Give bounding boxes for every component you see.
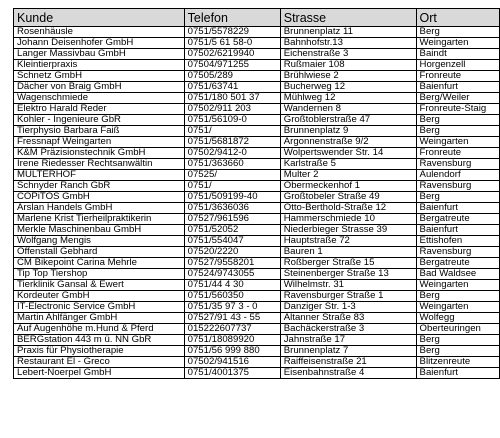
column-header-ort: Ort bbox=[416, 9, 499, 27]
strasse-cell: Großtobeler Straße 49 bbox=[280, 192, 416, 203]
kunde-cell: Johann Deisenhofer GmbH bbox=[14, 38, 185, 49]
table-row bbox=[14, 225, 500, 236]
kunde-cell: Tierphysio Barbara Faiß bbox=[14, 126, 185, 137]
ort-cell: Ravensburg bbox=[416, 181, 499, 192]
telefon-cell: 015222607737 bbox=[184, 324, 280, 335]
ort-cell: Berg bbox=[416, 192, 499, 203]
kunde-cell: Martin Ahlfänger GmbH bbox=[14, 313, 185, 324]
ort-cell: Berg bbox=[416, 346, 499, 357]
strasse-cell: Wolpertswender Str. 14 bbox=[280, 148, 416, 159]
ort-cell: Horgenzell bbox=[416, 60, 499, 71]
kunde-cell: Rosenhäusle bbox=[14, 27, 185, 38]
kunde-cell: Lebert-Noerpel GmbH bbox=[14, 368, 185, 379]
kunde-cell: K&M Präzisionstechnik GmbH bbox=[14, 148, 185, 159]
ort-cell: Berg bbox=[416, 335, 499, 346]
telefon-cell: 07520/2220 bbox=[184, 247, 280, 258]
table-row bbox=[14, 148, 500, 159]
strasse-cell: Brunnenplatz 11 bbox=[280, 27, 416, 38]
table-row bbox=[14, 280, 500, 291]
ort-cell: Weingarten bbox=[416, 302, 499, 313]
ort-cell: Baienfurt bbox=[416, 203, 499, 214]
ort-cell: Blitzenreute bbox=[416, 357, 499, 368]
strasse-cell: Altanner Straße 83 bbox=[280, 313, 416, 324]
strasse-cell: Mühlweg 12 bbox=[280, 93, 416, 104]
ort-cell: Baienfurt bbox=[416, 225, 499, 236]
kunde-cell: IT-Electronic Service GmbH bbox=[14, 302, 185, 313]
kunde-cell: Tierklinik Gansal & Ewert bbox=[14, 280, 185, 291]
kunde-cell: Kleintierpraxis bbox=[14, 60, 185, 71]
kunde-cell: Fressnapf Weingarten bbox=[14, 137, 185, 148]
ort-cell: Bergatreute bbox=[416, 214, 499, 225]
ort-cell: Ravensburg bbox=[416, 159, 499, 170]
telefon-cell: 07505/289 bbox=[184, 71, 280, 82]
ort-cell: Fronreute-Staig bbox=[416, 104, 499, 115]
ort-cell: Bergatreute bbox=[416, 258, 499, 269]
kunde-cell: CM Bikepoint Carina Mehrle bbox=[14, 258, 185, 269]
telefon-cell: 07502/6219940 bbox=[184, 49, 280, 60]
table-row bbox=[14, 181, 500, 192]
ort-cell: Berg/Weiler bbox=[416, 93, 499, 104]
kunde-cell: Arslan Handels GmbH bbox=[14, 203, 185, 214]
ort-cell: Aulendorf bbox=[416, 170, 499, 181]
column-header-telefon: Telefon bbox=[184, 9, 280, 27]
table-row bbox=[14, 335, 500, 346]
strasse-cell: Otto-Berthold-Straße 12 bbox=[280, 203, 416, 214]
telefon-cell: 0751/ bbox=[184, 181, 280, 192]
table-row bbox=[14, 368, 500, 379]
telefon-cell: 0751/5 61 58-0 bbox=[184, 38, 280, 49]
kunde-cell: Praxis für Physiotherapie bbox=[14, 346, 185, 357]
customer-table bbox=[13, 8, 500, 379]
table-body bbox=[14, 27, 500, 379]
telefon-cell: 0751/180 501 37 bbox=[184, 93, 280, 104]
telefon-cell: 07525/ bbox=[184, 170, 280, 181]
strasse-cell: Brühlwiese 2 bbox=[280, 71, 416, 82]
telefon-cell: 0751/5578229 bbox=[184, 27, 280, 38]
ort-cell: Berg bbox=[416, 291, 499, 302]
table-row bbox=[14, 27, 500, 38]
table-row bbox=[14, 93, 500, 104]
kunde-cell: Kohler - Ingenieure GbR bbox=[14, 115, 185, 126]
kunde-cell: Wagenschmiede bbox=[14, 93, 185, 104]
strasse-cell: Obermeckenhof 1 bbox=[280, 181, 416, 192]
strasse-cell: Rußmaier 108 bbox=[280, 60, 416, 71]
kunde-cell: Langer Massivbau GmbH bbox=[14, 49, 185, 60]
telefon-cell: 0751/5681872 bbox=[184, 137, 280, 148]
ort-cell: Ettishofen bbox=[416, 236, 499, 247]
strasse-cell: Hauptstraße 72 bbox=[280, 236, 416, 247]
strasse-cell: Bucherweg 12 bbox=[280, 82, 416, 93]
table-row bbox=[14, 137, 500, 148]
table-row bbox=[14, 49, 500, 60]
telefon-cell: 0751/509199-40 bbox=[184, 192, 280, 203]
telefon-cell: 07502/9412-0 bbox=[184, 148, 280, 159]
ort-cell: Baindt bbox=[416, 49, 499, 60]
telefon-cell: 07527/9558201 bbox=[184, 258, 280, 269]
telefon-cell: 0751/56109-0 bbox=[184, 115, 280, 126]
telefon-cell: 07502/941516 bbox=[184, 357, 280, 368]
table-row bbox=[14, 324, 500, 335]
telefon-cell: 07527/961596 bbox=[184, 214, 280, 225]
table-row bbox=[14, 82, 500, 93]
table-row bbox=[14, 313, 500, 324]
telefon-cell: 0751/56 999 880 bbox=[184, 346, 280, 357]
telefon-cell: 0751/18089920 bbox=[184, 335, 280, 346]
table-row bbox=[14, 126, 500, 137]
kunde-cell: Restaurant El - Greco bbox=[14, 357, 185, 368]
table-row bbox=[14, 247, 500, 258]
telefon-cell: 0751/35 97 3 - 0 bbox=[184, 302, 280, 313]
strasse-cell: Eisenbahnstraße 4 bbox=[280, 368, 416, 379]
ort-cell: Weingarten bbox=[416, 137, 499, 148]
ort-cell: Ravensburg bbox=[416, 247, 499, 258]
column-header-kunde: Kunde bbox=[14, 9, 185, 27]
strasse-cell: Argonnenstraße 9/2 bbox=[280, 137, 416, 148]
ort-cell: Weingarten bbox=[416, 38, 499, 49]
kunde-cell: Wolfgang Mengis bbox=[14, 236, 185, 247]
kunde-cell: Elektro Harald Reder bbox=[14, 104, 185, 115]
table-row bbox=[14, 104, 500, 115]
strasse-cell: Niederbieger Strasse 39 bbox=[280, 225, 416, 236]
header-row bbox=[14, 9, 500, 27]
ort-cell: Baienfurt bbox=[416, 82, 499, 93]
table-row bbox=[14, 357, 500, 368]
strasse-cell: Hammerschmiede 10 bbox=[280, 214, 416, 225]
strasse-cell: Danziger Str. 1-3 bbox=[280, 302, 416, 313]
ort-cell: Weingarten bbox=[416, 280, 499, 291]
table-row bbox=[14, 170, 500, 181]
kunde-cell: BERGstation 443 m ü. NN GbR bbox=[14, 335, 185, 346]
kunde-cell: Dächer von Braig GmbH bbox=[14, 82, 185, 93]
column-header-strasse: Strasse bbox=[280, 9, 416, 27]
telefon-cell: 0751/ bbox=[184, 126, 280, 137]
telefon-cell: 0751/363660 bbox=[184, 159, 280, 170]
ort-cell: Oberteuringen bbox=[416, 324, 499, 335]
table-row bbox=[14, 214, 500, 225]
kunde-cell: Irene Riedesser Rechtsanwältin bbox=[14, 159, 185, 170]
table-row bbox=[14, 159, 500, 170]
strasse-cell: Jahnstraße 17 bbox=[280, 335, 416, 346]
table-row bbox=[14, 71, 500, 82]
strasse-cell: Wandernen 8 bbox=[280, 104, 416, 115]
ort-cell: Fronreute bbox=[416, 71, 499, 82]
strasse-cell: Ravensburger Straße 1 bbox=[280, 291, 416, 302]
kunde-cell: Kordeuter GmbH bbox=[14, 291, 185, 302]
kunde-cell: MULTERHOF bbox=[14, 170, 185, 181]
table-row bbox=[14, 269, 500, 280]
ort-cell: Fronreute bbox=[416, 148, 499, 159]
strasse-cell: Roßberger Straße 15 bbox=[280, 258, 416, 269]
telefon-cell: 07504/971255 bbox=[184, 60, 280, 71]
telefon-cell: 0751/63741 bbox=[184, 82, 280, 93]
table-row bbox=[14, 258, 500, 269]
telefon-cell: 0751/3636036 bbox=[184, 203, 280, 214]
strasse-cell: Eichenstraße 3 bbox=[280, 49, 416, 60]
telefon-cell: 0751/554047 bbox=[184, 236, 280, 247]
telefon-cell: 0751/4001375 bbox=[184, 368, 280, 379]
telefon-cell: 0751/44 4 30 bbox=[184, 280, 280, 291]
strasse-cell: Raiffeisenstraße 21 bbox=[280, 357, 416, 368]
ort-cell: Berg bbox=[416, 27, 499, 38]
strasse-cell: Multer 2 bbox=[280, 170, 416, 181]
ort-cell: Baienfurt bbox=[416, 368, 499, 379]
kunde-cell: Marlene Krist Tierheilpraktikerin bbox=[14, 214, 185, 225]
table-row bbox=[14, 115, 500, 126]
kunde-cell: Merkle Maschinenbau GmbH bbox=[14, 225, 185, 236]
strasse-cell: Steinenberger Straße 13 bbox=[280, 269, 416, 280]
table-row bbox=[14, 192, 500, 203]
strasse-cell: Bachäckerstraße 3 bbox=[280, 324, 416, 335]
ort-cell: Berg bbox=[416, 115, 499, 126]
table-row bbox=[14, 236, 500, 247]
strasse-cell: Großtoblerstraße 47 bbox=[280, 115, 416, 126]
strasse-cell: Brunnenplatz 7 bbox=[280, 346, 416, 357]
table-row bbox=[14, 291, 500, 302]
table-row bbox=[14, 302, 500, 313]
table-row bbox=[14, 203, 500, 214]
ort-cell: Berg bbox=[416, 126, 499, 137]
table-row bbox=[14, 38, 500, 49]
table-row bbox=[14, 346, 500, 357]
telefon-cell: 07502/911 203 bbox=[184, 104, 280, 115]
table-row bbox=[14, 60, 500, 71]
telefon-cell: 0751/560350 bbox=[184, 291, 280, 302]
telefon-cell: 07524/9743055 bbox=[184, 269, 280, 280]
strasse-cell: Wilhelmstr. 31 bbox=[280, 280, 416, 291]
strasse-cell: Brunnenplatz 9 bbox=[280, 126, 416, 137]
kunde-cell: Schnetz GmbH bbox=[14, 71, 185, 82]
strasse-cell: Bahnhofstr.13 bbox=[280, 38, 416, 49]
kunde-cell: Auf Augenhöhe m.Hund & Pferd bbox=[14, 324, 185, 335]
strasse-cell: Bauren 1 bbox=[280, 247, 416, 258]
telefon-cell: 0751/52052 bbox=[184, 225, 280, 236]
kunde-cell: Tip Top Tiershop bbox=[14, 269, 185, 280]
telefon-cell: 07527/91 43 - 55 bbox=[184, 313, 280, 324]
kunde-cell: Offenstall Gebhard bbox=[14, 247, 185, 258]
strasse-cell: Karlstraße 5 bbox=[280, 159, 416, 170]
ort-cell: Bad Waldsee bbox=[416, 269, 499, 280]
kunde-cell: COPiTOS GmbH bbox=[14, 192, 185, 203]
kunde-cell: Schnyder Ranch GbR bbox=[14, 181, 185, 192]
ort-cell: Wolfegg bbox=[416, 313, 499, 324]
